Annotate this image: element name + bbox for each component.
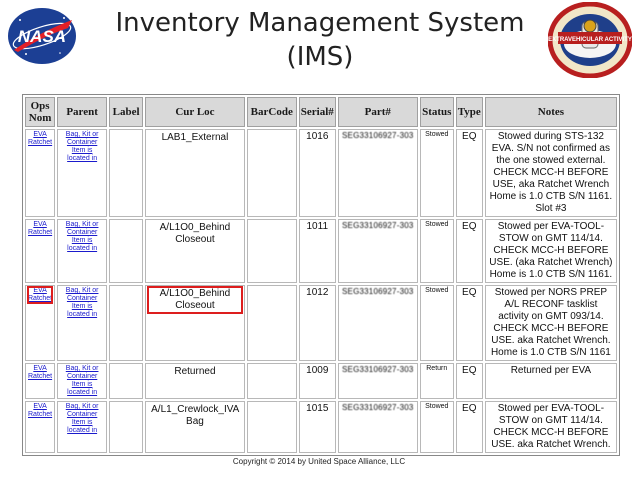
- part-number: SEG33106927-303: [342, 403, 414, 412]
- part-number: SEG33106927-303: [342, 221, 414, 230]
- part-cell: [338, 401, 418, 453]
- status-cell: Stowed: [420, 219, 454, 283]
- notes-cell: Stowed per NORS PREP A/L RECONF tasklist activity on GMT 093/14. CHECK MCC-H BEFORE USE. aka Ratchet Wrench. Home is 1.0 CTB S/N 1161: [485, 285, 617, 361]
- page-title: [90, 6, 550, 74]
- cur-loc-text: Returned: [174, 366, 216, 377]
- parent-link[interactable]: Bag, Kit or Container Item is located in: [65, 403, 99, 434]
- type-cell: EQ: [456, 401, 483, 453]
- cur-loc-cell: [145, 219, 245, 283]
- label-cell: [109, 219, 143, 283]
- status-cell: Stowed: [420, 129, 454, 217]
- table-row: [25, 129, 617, 217]
- ops-nom-link-highlighted[interactable]: EVA Ratchet: [28, 287, 53, 302]
- inventory-table: [23, 95, 619, 455]
- ops-nom-cell: [25, 285, 55, 361]
- label-cell: [109, 401, 143, 453]
- parent-cell: [57, 129, 107, 217]
- barcode-cell: [247, 363, 297, 399]
- parent-link[interactable]: Bag, Kit or Container Item is located in: [65, 365, 99, 396]
- eva-patch-logo: [548, 2, 632, 78]
- header-cur-loc: Cur Loc: [145, 97, 245, 127]
- header-serial: Serial#: [299, 97, 336, 127]
- notes-cell: Returned per EVA: [485, 363, 617, 399]
- header-notes: Notes: [485, 97, 617, 127]
- status-cell: Stowed: [420, 401, 454, 453]
- part-number: SEG33106927-303: [342, 287, 414, 296]
- header-type: Type: [456, 97, 483, 127]
- table-row: [25, 401, 617, 453]
- status-cell: Stowed: [420, 285, 454, 361]
- barcode-cell: [247, 129, 297, 217]
- barcode-cell: [247, 285, 297, 361]
- cur-loc-cell: [145, 285, 245, 361]
- part-cell: [338, 363, 418, 399]
- table-row-highlighted: [25, 285, 617, 361]
- parent-link[interactable]: Bag, Kit or Container Item is located in: [65, 221, 99, 252]
- cur-loc-cell: [145, 401, 245, 453]
- table-row: [25, 363, 617, 399]
- label-cell: [109, 285, 143, 361]
- cur-loc-text: A/L1_Crewlock_IVA Bag: [151, 404, 240, 427]
- ims-table-panel: [22, 94, 620, 456]
- part-cell: [338, 285, 418, 361]
- serial-cell: 1015: [299, 401, 336, 453]
- eva-logo-text: EXTRAVEHICULAR ACTIVITY: [548, 37, 632, 43]
- title-line-2: (IMS): [286, 42, 354, 72]
- serial-cell: 1016: [299, 129, 336, 217]
- notes-cell: Stowed during STS-132 EVA. S/N not confirmed as the one stowed external. CHECK MCC-H BEFORE USE, aka Ratchet Wrench Home is 1.0 CTB S/N 1161. Slot #3: [485, 129, 617, 217]
- ops-nom-cell: [25, 401, 55, 453]
- cur-loc-text: A/L1O0_Behind Closeout: [159, 222, 231, 245]
- table-row: [25, 219, 617, 283]
- copyright-footer: Copyright © 2014 by United Space Alliance, LLC: [232, 457, 406, 466]
- notes-cell: Stowed per EVA-TOOL-STOW on GMT 114/14. CHECK MCC-H BEFORE USE. aka Ratchet Wrench.: [485, 401, 617, 453]
- ops-nom-link[interactable]: EVA Ratchet: [28, 403, 53, 418]
- nasa-logo-text: NASA: [17, 27, 67, 46]
- ops-nom-link[interactable]: EVA Ratchet: [28, 221, 53, 236]
- header-parent: Parent: [57, 97, 107, 127]
- cur-loc-cell: [145, 129, 245, 217]
- cur-loc-text-highlighted: A/L1O0_Behind Closeout: [148, 287, 242, 313]
- ops-nom-link[interactable]: EVA Ratchet: [28, 365, 53, 380]
- part-number: SEG33106927-303: [342, 131, 414, 140]
- parent-cell: [57, 363, 107, 399]
- table-header-row: [25, 97, 617, 127]
- type-cell: EQ: [456, 285, 483, 361]
- nasa-logo: [6, 6, 78, 66]
- parent-cell: [57, 285, 107, 361]
- part-cell: [338, 129, 418, 217]
- part-number: SEG33106927-303: [342, 365, 414, 374]
- barcode-cell: [247, 219, 297, 283]
- status-cell: Return: [420, 363, 454, 399]
- title-line-1: Inventory Management System: [115, 8, 525, 38]
- type-cell: EQ: [456, 219, 483, 283]
- barcode-cell: [247, 401, 297, 453]
- serial-cell: 1009: [299, 363, 336, 399]
- ops-nom-cell: [25, 363, 55, 399]
- label-cell: [109, 363, 143, 399]
- type-cell: EQ: [456, 129, 483, 217]
- cur-loc-cell: [145, 363, 245, 399]
- parent-link[interactable]: Bag, Kit or Container Item is located in: [65, 287, 99, 318]
- header-label: Label: [109, 97, 143, 127]
- ops-nom-cell: [25, 219, 55, 283]
- parent-cell: [57, 219, 107, 283]
- serial-cell: 1011: [299, 219, 336, 283]
- serial-cell: 1012: [299, 285, 336, 361]
- header-status: Status: [420, 97, 454, 127]
- notes-cell: Stowed per EVA-TOOL-STOW on GMT 114/14. CHECK MCC-H BEFORE USE. (aka Ratchet Wrench) Home is 1.0 CTB S/N 1161.: [485, 219, 617, 283]
- header-barcode: BarCode: [247, 97, 297, 127]
- header-part: Part#: [338, 97, 418, 127]
- cur-loc-text: LAB1_External: [161, 132, 229, 143]
- type-cell: EQ: [456, 363, 483, 399]
- parent-cell: [57, 401, 107, 453]
- parent-link[interactable]: Bag, Kit or Container Item is located in: [65, 131, 99, 162]
- ops-nom-cell: [25, 129, 55, 217]
- part-cell: [338, 219, 418, 283]
- header-ops-nom: Ops Nom: [25, 97, 55, 127]
- ops-nom-link[interactable]: EVA Ratchet: [28, 131, 53, 146]
- label-cell: [109, 129, 143, 217]
